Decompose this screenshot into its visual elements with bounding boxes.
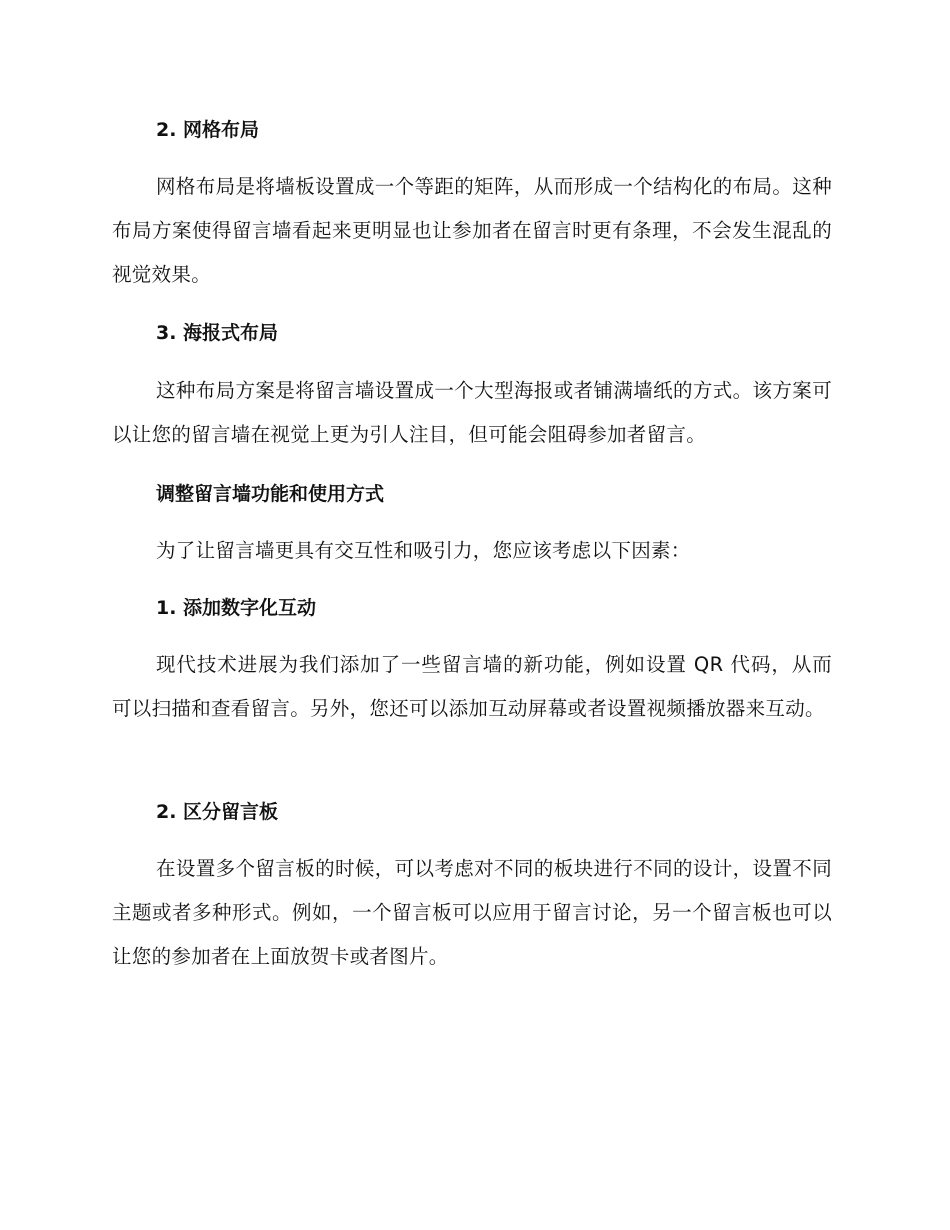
heading-separate-boards: 2. 区分留言板	[156, 801, 279, 823]
paragraph-digital-interaction: 现代技术进展为我们添加了一些留言墙的新功能，例如设置 QR 代码，从而可以扫描和查看留言。另外，您还可以添加互动屏幕或者设置视频播放器来互动。	[112, 653, 832, 720]
paragraph-poster-layout: 这种布局方案是将留言墙设置成一个大型海报或者铺满墙纸的方式。该方案可以让您的留言墙在视觉上更为引人注目，但可能会阻碍参加者留言。	[112, 379, 832, 446]
paragraph-separate-boards: 在设置多个留言板的时候，可以考虑对不同的板块进行不同的设计，设置不同主题或者多种形式。例如，一个留言板可以应用于留言讨论，另一个留言板也可以让您的参加者在上面放贺卡或者图片。	[112, 857, 832, 968]
heading-digital-interaction: 1. 添加数字化互动	[156, 597, 317, 619]
heading-poster-layout: 3. 海报式布局	[156, 322, 279, 344]
paragraph-grid-layout: 网格布局是将墙板设置成一个等距的矩阵，从而形成一个结构化的布局。这种布局方案使得留言墙看起来更明显也让参加者在留言时更有条理，不会发生混乱的视觉效果。	[112, 175, 832, 286]
paragraph-adjust-functions: 为了让留言墙更具有交互性和吸引力，您应该考虑以下因素：	[156, 539, 691, 562]
heading-adjust-functions: 调整留言墙功能和使用方式	[156, 483, 385, 505]
heading-grid-layout: 2. 网格布局	[156, 119, 260, 141]
